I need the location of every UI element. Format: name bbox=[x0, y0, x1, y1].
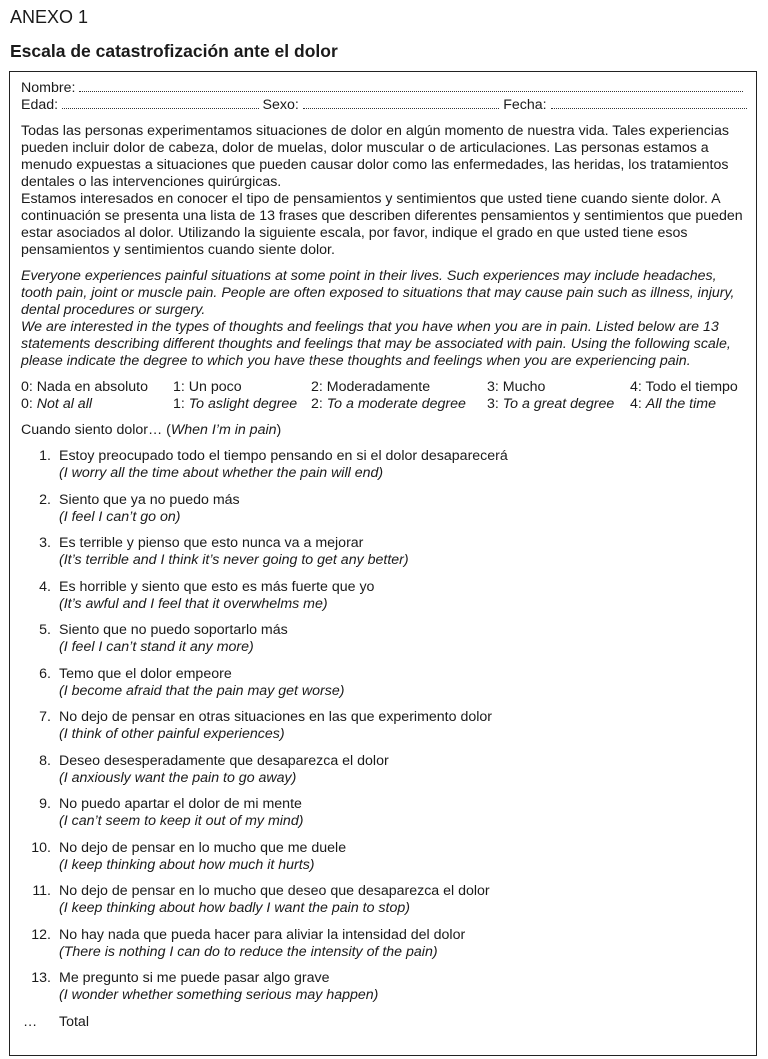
item-number: 13. bbox=[31, 970, 51, 986]
item-number: 9. bbox=[39, 796, 51, 812]
sex-label: Sexo: bbox=[262, 97, 299, 113]
item-number: 7. bbox=[39, 709, 51, 725]
item-english: (I keep thinking about how much it hurts) bbox=[59, 856, 315, 873]
item-english: (It’s terrible and I think it’s never going to get any better) bbox=[59, 552, 409, 568]
item-english: (I anxiously want the pain to go away) bbox=[59, 769, 297, 786]
age-field[interactable] bbox=[62, 97, 258, 109]
item-text bbox=[53, 579, 747, 614]
total-row bbox=[21, 1014, 747, 1031]
sex-field[interactable] bbox=[303, 97, 499, 109]
annex-label: ANEXO 1 bbox=[10, 7, 89, 27]
item-spanish: Siento que no puedo soportarlo más bbox=[59, 622, 288, 638]
date-label: Fecha: bbox=[503, 97, 547, 113]
item-spanish: No hay nada que pueda hacer para aliviar la intensidad del dolor bbox=[59, 926, 466, 943]
item-spanish: No dejo de pensar en lo mucho que me duele bbox=[59, 839, 347, 856]
intro-en-paragraph: We are interested in the types of thoughts and feelings that you have when you are in pain. Listed below are 13 statements describing different thoughts and feelings that may be associated with pain. Using the following scale, please indicate the degree to which you have these thoughts and feelings when you are experiencing pain. bbox=[21, 319, 731, 369]
page-title: Escala de catastrofización ante el dolor bbox=[10, 41, 338, 61]
item-spanish: Es horrible y siento que esto es más fuerte que yo bbox=[59, 578, 375, 595]
item-text bbox=[53, 622, 747, 657]
item-spanish: Es terrible y pienso que esto nunca va a mejorar bbox=[59, 535, 364, 551]
item-number: 4. bbox=[39, 578, 51, 595]
item-english: (I wonder whether something serious may happen) bbox=[59, 987, 379, 1003]
item-text bbox=[53, 927, 747, 962]
item-number: 8. bbox=[39, 752, 51, 769]
item-text bbox=[53, 883, 747, 918]
item-english: (I keep thinking about how badly I want the pain to stop) bbox=[59, 900, 410, 916]
item-english: (I feel I can’t go on) bbox=[59, 508, 181, 525]
item-english: (I worry all the time about whether the pain will end) bbox=[59, 465, 384, 481]
item-text bbox=[53, 492, 747, 527]
item-spanish: Deseo desesperadamente que desaparezca el dolor bbox=[59, 752, 389, 769]
intro-es-paragraph: Estamos interesados en conocer el tipo de pensamientos y sentimientos que usted tiene cuando siente dolor. A continuación se presenta una lista de 13 frases que describen diferentes pensamientos y sentimientos que pueden estar asociados al dolor. Utilizando la siguiente escala, por favor, indique el grado en que usted tiene esos pensamientos y sentimientos cuando siente dolor. bbox=[21, 191, 743, 258]
item-text bbox=[53, 666, 747, 701]
list-item bbox=[21, 448, 747, 483]
scale-row-spanish bbox=[21, 379, 747, 396]
when-in-pain-heading: Cuando siento dolor… (When I’m in pain) bbox=[21, 422, 282, 438]
total-label: Total bbox=[59, 1013, 89, 1030]
item-spanish: Me pregunto si me puede pasar algo grave bbox=[59, 970, 330, 986]
intro-en-paragraph: Everyone experiences painful situations at some point in their lives. Such experiences may include headaches, tooth pain, joint or muscle pain. People are often exposed to situations that may cause pain such as illness, injury, dental procedures or surgery. bbox=[21, 268, 735, 318]
questionnaire-box bbox=[9, 71, 757, 1056]
item-number: 5. bbox=[39, 622, 51, 638]
intro-english bbox=[21, 268, 747, 370]
item-number: 2. bbox=[39, 491, 51, 508]
item-text bbox=[53, 840, 747, 875]
item-number: 12. bbox=[31, 926, 51, 943]
item-english: (I feel I can’t stand it any more) bbox=[59, 639, 254, 655]
list-item bbox=[21, 753, 747, 788]
item-text bbox=[53, 448, 747, 483]
name-label: Nombre: bbox=[21, 80, 76, 96]
name-row bbox=[21, 80, 747, 97]
list-item bbox=[21, 492, 747, 527]
list-item bbox=[21, 970, 747, 1005]
scale-option: 0: Not al all bbox=[21, 396, 92, 412]
statement-list bbox=[21, 448, 747, 1005]
scale-option: 1: To aslight degree bbox=[173, 396, 298, 412]
item-number: 1. bbox=[39, 448, 51, 464]
scale-option: 0: Nada en absoluto bbox=[21, 379, 149, 395]
item-spanish: Estoy preocupado todo el tiempo pensando en si el dolor desaparecerá bbox=[59, 448, 508, 464]
scale-option: 2: To a moderate degree bbox=[311, 396, 466, 412]
list-item bbox=[21, 535, 747, 570]
list-item bbox=[21, 796, 747, 831]
scale-row-english bbox=[21, 396, 747, 413]
item-english: (It’s awful and I feel that it overwhelms me) bbox=[59, 595, 328, 612]
date-field[interactable] bbox=[551, 97, 747, 109]
scale-option: 3: To a great degree bbox=[487, 396, 615, 412]
item-english: (I can’t seem to keep it out of my mind) bbox=[59, 813, 304, 829]
intro-spanish bbox=[21, 123, 747, 259]
scale-option: 4: All the time bbox=[630, 396, 716, 412]
rating-scale bbox=[21, 379, 747, 413]
item-spanish: No dejo de pensar en otras situaciones en las que experimento dolor bbox=[59, 709, 492, 725]
scale-option: 2: Moderadamente bbox=[311, 379, 431, 395]
item-number: 10. bbox=[31, 839, 51, 856]
item-spanish: Siento que ya no puedo más bbox=[59, 491, 240, 508]
item-english: (I become afraid that the pain may get worse) bbox=[59, 682, 345, 699]
list-item bbox=[21, 622, 747, 657]
details-row bbox=[21, 97, 747, 114]
list-item bbox=[21, 666, 747, 701]
item-text bbox=[53, 753, 747, 788]
age-label: Edad: bbox=[21, 97, 59, 113]
item-english: (I think of other painful experiences) bbox=[59, 726, 285, 742]
list-item bbox=[21, 927, 747, 962]
item-spanish: Temo que el dolor empeore bbox=[59, 665, 232, 682]
list-item bbox=[21, 883, 747, 918]
questionnaire-content bbox=[21, 80, 747, 1031]
item-spanish: No puedo apartar el dolor de mi mente bbox=[59, 796, 302, 812]
item-english: (There is nothing I can do to reduce the intensity of the pain) bbox=[59, 943, 438, 960]
item-text bbox=[53, 535, 747, 570]
item-text bbox=[53, 709, 747, 744]
list-item bbox=[21, 709, 747, 744]
list-item bbox=[21, 579, 747, 614]
scale-option: 1: Un poco bbox=[173, 379, 242, 395]
name-field[interactable] bbox=[79, 80, 743, 92]
item-spanish: No dejo de pensar en lo mucho que deseo que desaparezca el dolor bbox=[59, 883, 490, 899]
total-marker: … bbox=[23, 1013, 38, 1030]
scale-option: 4: Todo el tiempo bbox=[630, 379, 738, 395]
list-item bbox=[21, 840, 747, 875]
scale-option: 3: Mucho bbox=[487, 379, 546, 395]
item-text bbox=[53, 796, 747, 831]
item-number: 3. bbox=[39, 535, 51, 551]
item-text bbox=[53, 970, 747, 1005]
intro-es-paragraph: Todas las personas experimentamos situaciones de dolor en algún momento de nuestra vida. Tales experiencias pueden incluir dolor de cabeza, dolor de muelas, dolor muscular o de articulaciones. Las personas estamos a menudo expuestas a situaciones que pueden causar dolor como las enfermedades, las heridas, los tratamientos dentales o las intervenciones quirúrgicas. bbox=[21, 123, 729, 190]
item-number: 11. bbox=[32, 883, 51, 899]
item-number: 6. bbox=[39, 665, 51, 682]
